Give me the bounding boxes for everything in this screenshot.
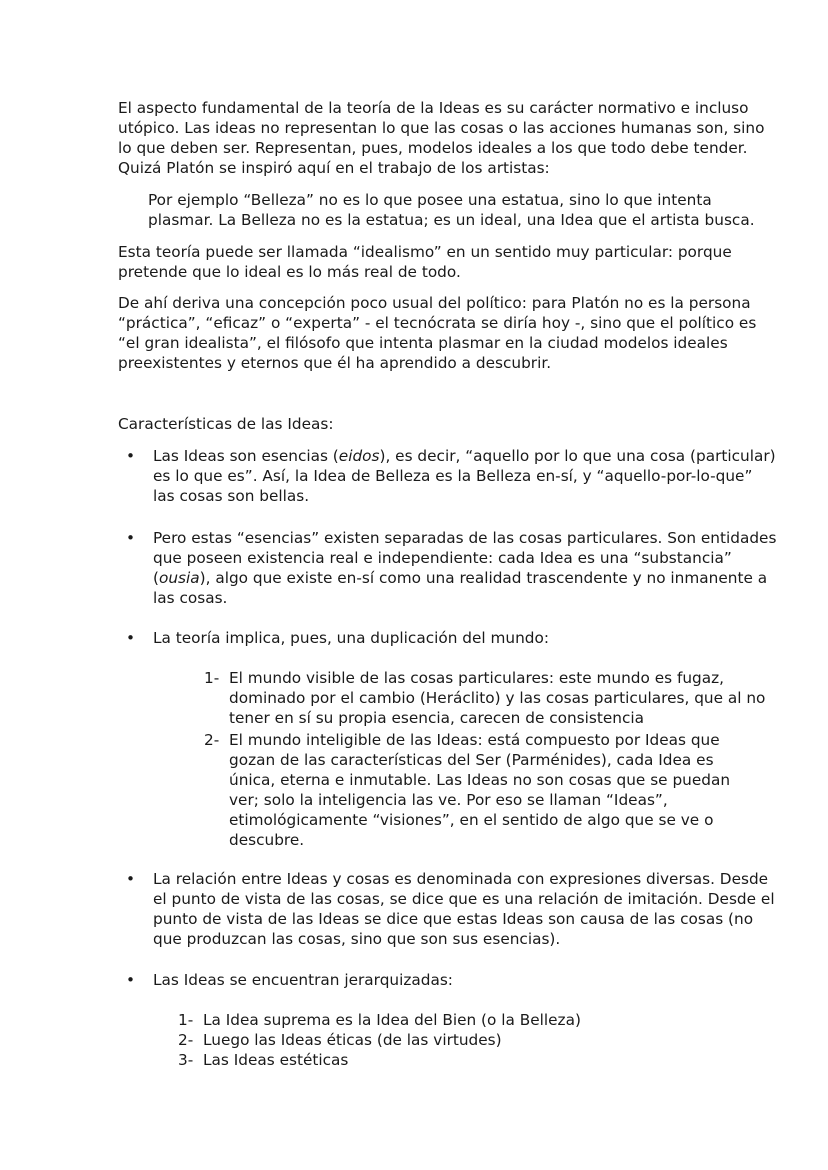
term-ousia: ousia: [158, 569, 200, 587]
quote-paragraph: Por ejemplo “Belleza” no es lo que posee una estatua, sino lo que intenta plasmar. La Belleza no es la estatua; es un ideal, una Idea que el artista busca.: [148, 191, 755, 229]
item-text: Las Ideas estéticas: [203, 1051, 349, 1069]
intro-paragraph-1: El aspecto fundamental de la teoría de la Ideas es su carácter normativo e incluso utópico. Las ideas no representan lo que las cosas o las acciones humanas son, sino lo que deben ser. Representan, pues, modelos ideales a los que todo debe tender. Quizá Platón se inspiró aquí en el trabajo de los artistas:: [118, 99, 765, 177]
item-text: El mundo visible de las cosas particulares: este mundo es fugaz, dominado por el cambio (Heráclito) y las cosas particulares, que al no tener en sí su propia esencia, carecen de consistencia: [229, 669, 766, 727]
bullet-icon: •: [126, 870, 136, 888]
bullet-icon: •: [126, 529, 136, 547]
bullet-icon: •: [126, 447, 136, 465]
item-text: El mundo inteligible de las Ideas: está compuesto por Ideas que gozan de las características del Ser (Parménides), cada Idea es única, eterna e inmutable. Las Ideas no son cosas que se puedan ver; solo la inteligencia las ve. Por eso se llaman “Ideas”, etimológicamente “visiones”, en el sentido de algo que se ve o descubre.: [229, 731, 731, 849]
item-number: 2-: [204, 731, 220, 749]
characteristics-heading: Características de las Ideas:: [118, 415, 334, 433]
bullet-icon: •: [126, 971, 136, 989]
item-number: 3-: [178, 1051, 194, 1069]
bullet-text: Las Ideas se encuentran jerarquizadas:: [153, 971, 453, 989]
intro-paragraph-3: De ahí deriva una concepción poco usual del político: para Platón no es la persona “práctica”, “eficaz” o “experta” - el tecnócrata se diría hoy -, sino que el político es “el gran idealista”, el filósofo que intenta plasmar en la ciudad modelos ideales preexistentes y eternos que él ha aprendido a descubrir.: [118, 294, 757, 372]
item-text: La Idea suprema es la Idea del Bien (o la Belleza): [203, 1011, 581, 1029]
intro-paragraph-2: Esta teoría puede ser llamada “idealismo” en un sentido muy particular: porque pretende que lo ideal es lo más real de todo.: [118, 243, 732, 281]
bullet-text: Las Ideas son esencias (eidos), es decir, “aquello por lo que una cosa (particular) es lo que es”. Así, la Idea de Belleza es la Belleza en-sí, y “aquello-por-lo-que” las cosas son bellas.: [153, 447, 776, 505]
bullet-icon: •: [126, 629, 136, 647]
item-number: 2-: [178, 1031, 194, 1049]
bullet-text: Pero estas “esencias” existen separadas de las cosas particulares. Son entidades que poseen existencia real e independiente: cada Idea es una “substancia” (ousia), algo que existe en-sí como una realidad trascendente y no inmanente a las cosas.: [153, 529, 777, 607]
bullet-text: La teoría implica, pues, una duplicación del mundo:: [153, 629, 550, 647]
item-number: 1-: [178, 1011, 194, 1029]
term-eidos: eidos: [338, 447, 380, 465]
item-number: 1-: [204, 669, 220, 687]
bullet-text: La relación entre Ideas y cosas es denominada con expresiones diversas. Desde el punto de vista de las cosas, se dice que es una relación de imitación. Desde el punto de vista de las Ideas se dice que estas Ideas son causa de las cosas (no que produzcan las cosas, sino que son sus esencias).: [153, 870, 775, 948]
item-text: Luego las Ideas éticas (de las virtudes): [203, 1031, 502, 1049]
